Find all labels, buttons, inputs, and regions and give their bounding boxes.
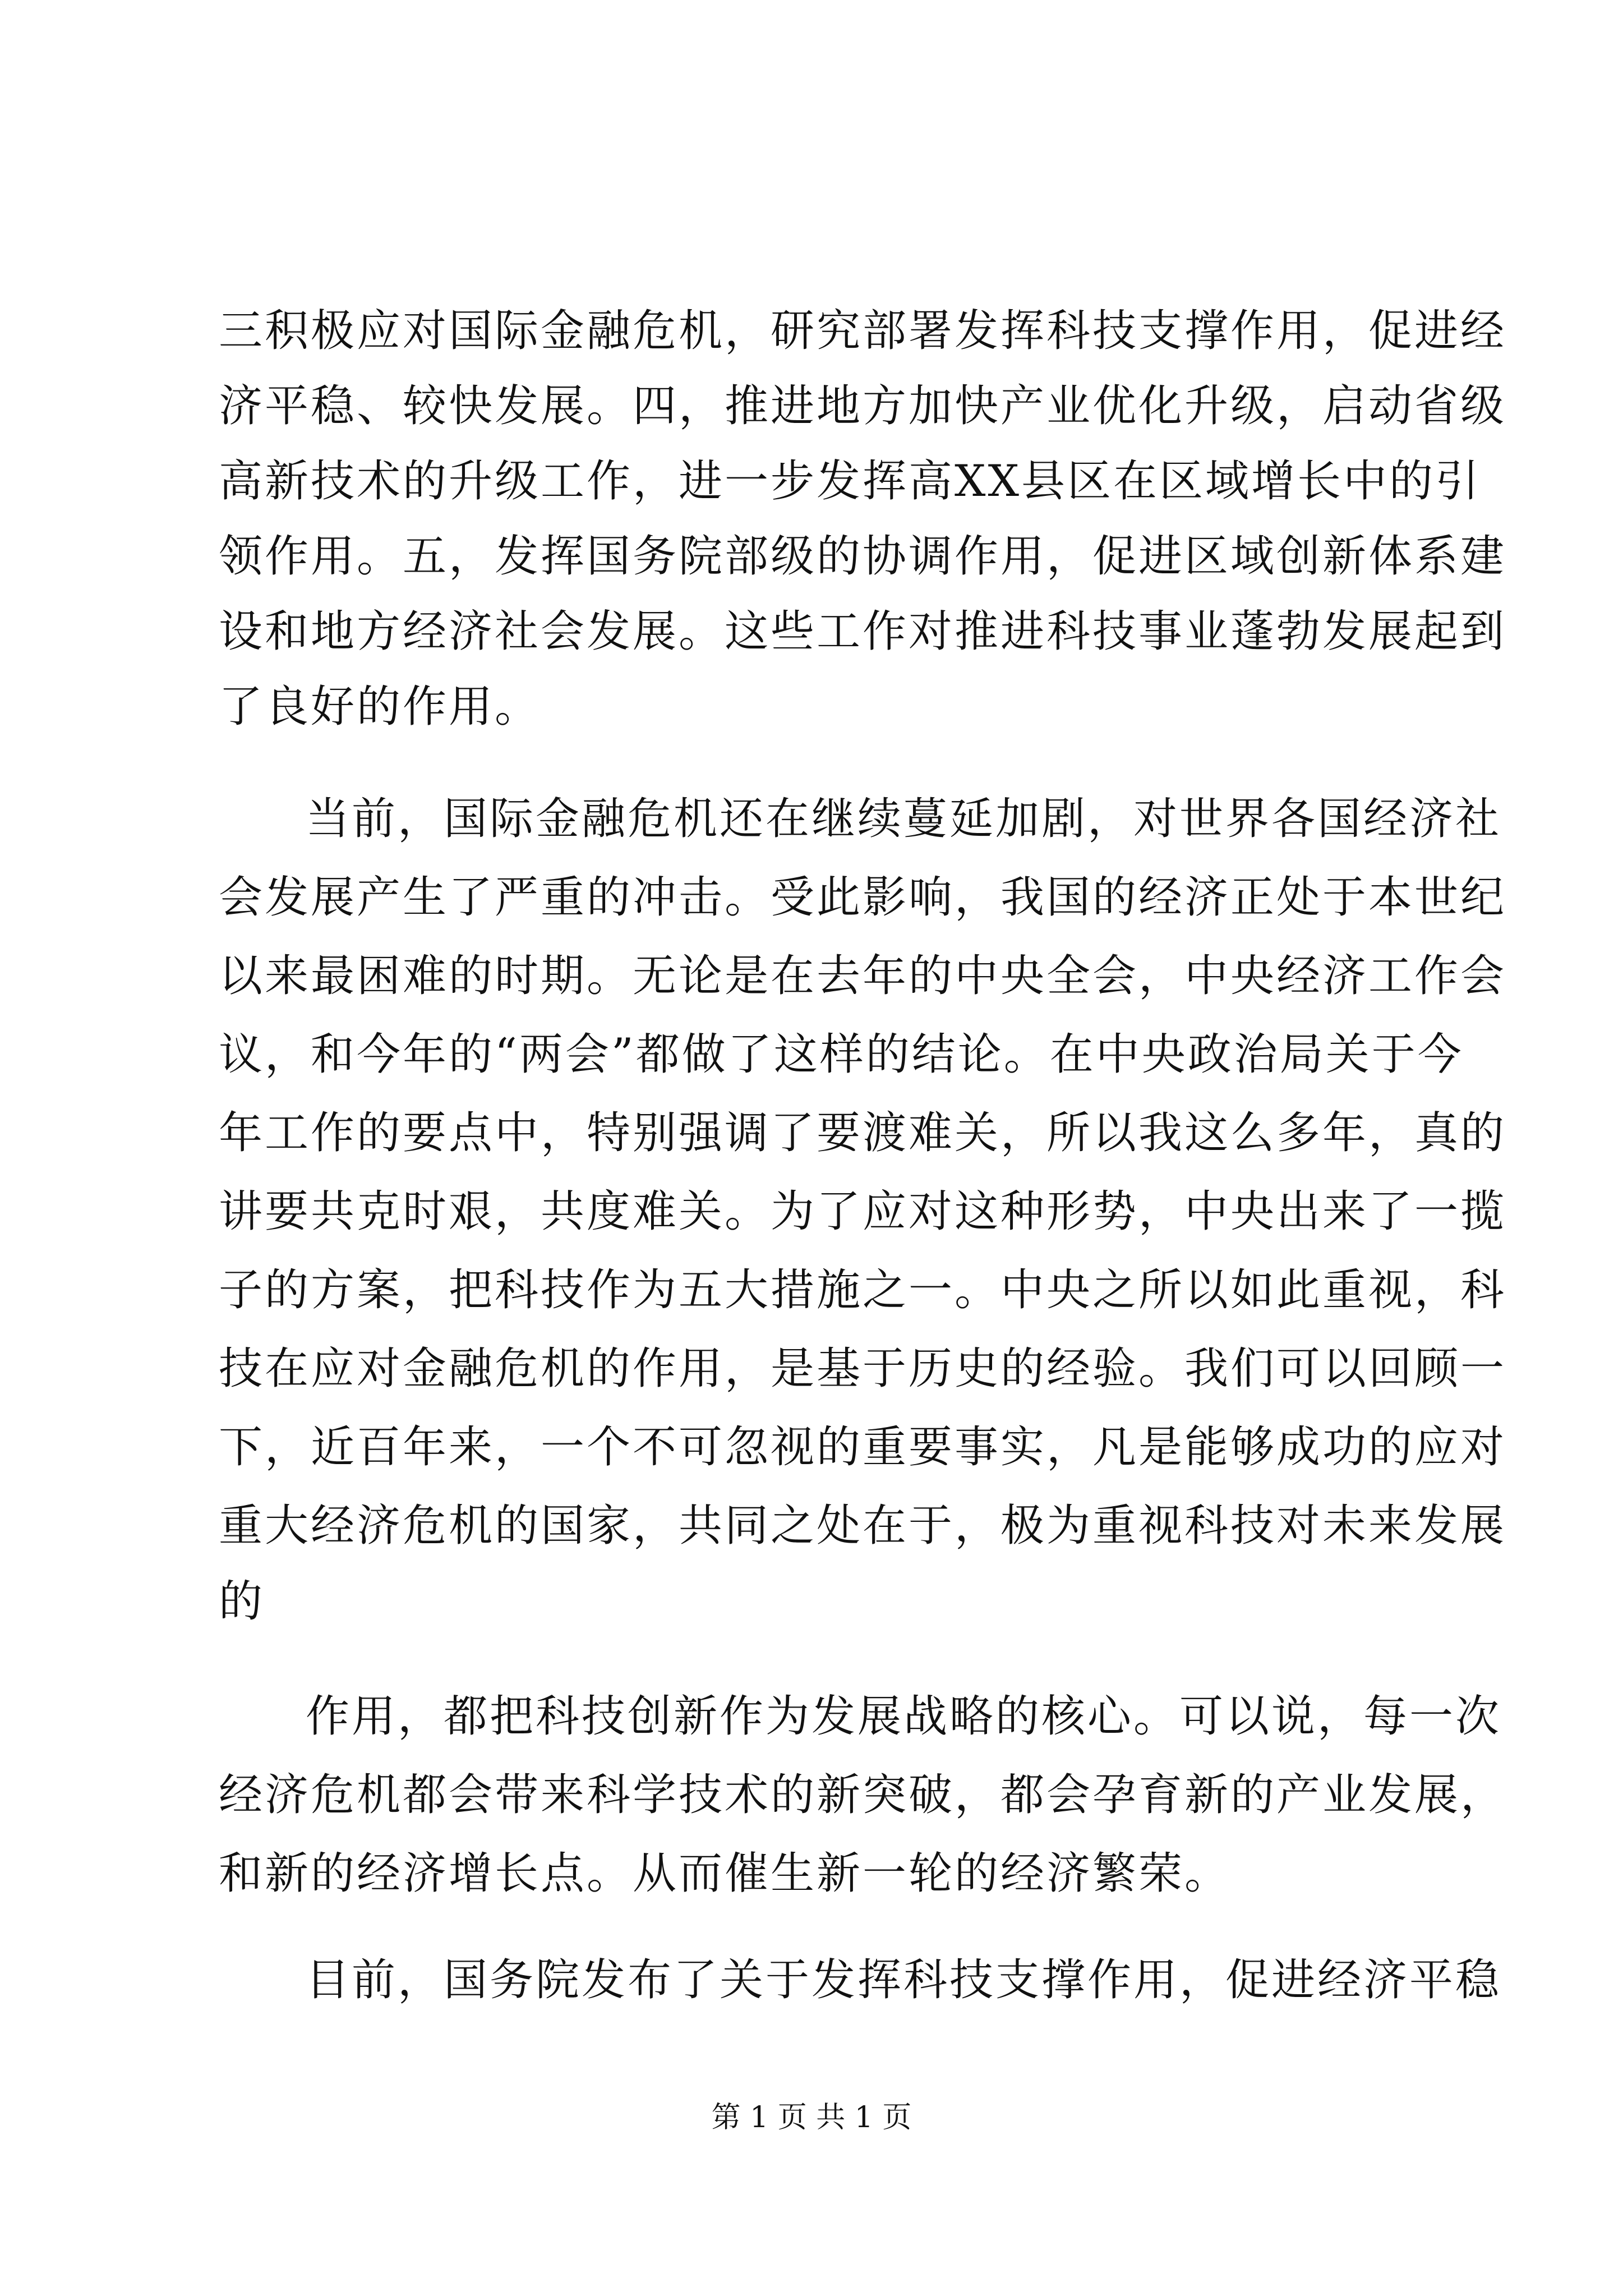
text-line: 讲要共克时艰，共度难关。为了应对这种形势，中央出来了一揽: [219, 1186, 1507, 1237]
page-footer: 第 1 页 共 1 页: [711, 2101, 912, 2134]
text-line: 三积极应对国际金融危机，研究部署发挥科技支撑作用，促进经: [219, 306, 1507, 356]
text-line: 议，和今年的“两会”都做了这样的结论。在中央政治局关于今: [219, 1029, 1464, 1080]
text-line: 领作用。五，发挥国务院部级的协调作用，促进区域创新体系建: [219, 531, 1507, 582]
text-line: 济平稳、较快发展。四，推进地方加快产业优化升级，启动省级: [219, 381, 1507, 431]
text-line: 重大经济危机的国家，共同之处在于，极为重视科技对未来发展: [219, 1501, 1507, 1551]
text-line: 和新的经济增长点。从而催生新一轮的经济繁荣。: [219, 1848, 1231, 1899]
paragraph-start-line: 当前，国际金融危机还在继续蔓延加剧，对世界各国经济社: [306, 794, 1502, 844]
text-line: 了良好的作用。: [219, 682, 541, 732]
paragraph-start-line: 目前，国务院发布了关于发挥科技支撑作用，促进经济平稳: [306, 1955, 1502, 2005]
text-line: 经济危机都会带来科学技术的新突破，都会孕育新的产业发展，: [219, 1770, 1507, 1820]
text-line: 会发展产生了严重的冲击。受此影响，我国的经济正处于本世纪: [219, 872, 1507, 923]
text-line: 下，近百年来，一个不可忽视的重要事实，凡是能够成功的应对: [219, 1422, 1507, 1473]
paragraph-start-line: 作用，都把科技创新作为发展战略的核心。可以说，每一次: [306, 1691, 1502, 1742]
text-line: 设和地方经济社会发展。这些工作对推进科技事业蓬勃发展起到: [219, 606, 1507, 657]
text-line: 以来最困难的时期。无论是在去年的中央全会，中央经济工作会: [219, 951, 1507, 1001]
text-line: 的: [219, 1576, 265, 1627]
text-line: 年工作的要点中，特别强调了要渡难关，所以我这么多年，真的: [219, 1108, 1507, 1158]
text-line: 高新技术的升级工作，进一步发挥高XX县区在区域增长中的引: [219, 456, 1482, 507]
text-line: 子的方案，把科技作为五大措施之一。中央之所以如此重视，科: [219, 1265, 1507, 1315]
text-line: 技在应对金融危机的作用，是基于历史的经验。我们可以回顾一: [219, 1343, 1507, 1394]
